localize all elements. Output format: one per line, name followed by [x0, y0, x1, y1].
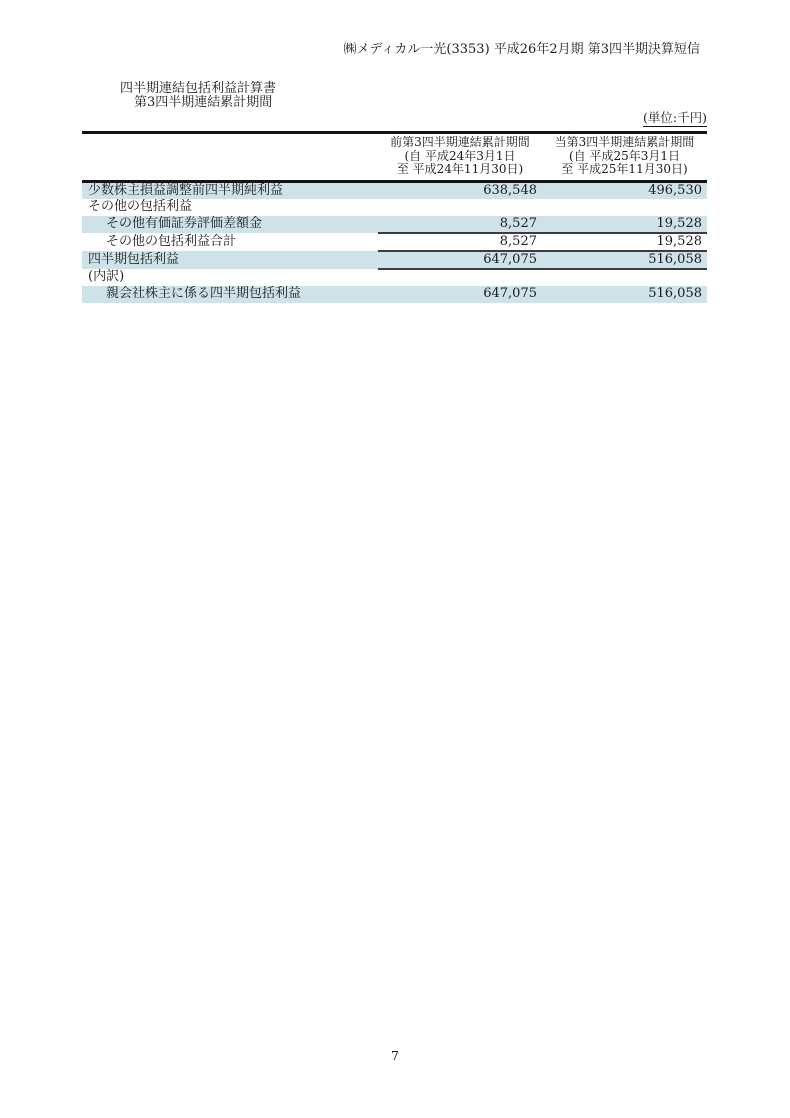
table-header: [82, 133, 707, 182]
row-value-current: [542, 199, 707, 216]
header-cell-current-period: [542, 133, 707, 182]
row-value-current: [542, 269, 707, 286]
header-cell-empty: [82, 133, 378, 182]
row-label: 親会社株主に係る四半期包括利益: [106, 286, 302, 301]
document-header: ㈱メディカル一光(3353) 平成26年2月期 第3四半期決算短信: [343, 42, 700, 57]
row-value-prior: 647,075: [483, 286, 537, 301]
statement-subtitle: 第3四半期連結累計期間: [134, 94, 273, 110]
row-label: その他有価証券評価差額金: [106, 216, 263, 231]
table-row: [82, 269, 707, 286]
row-value-current: 516,058: [542, 251, 707, 269]
table-row: [82, 233, 707, 251]
period-name: 当第3四半期連結累計期間: [554, 135, 695, 149]
table-row: [82, 286, 707, 303]
table-row: [82, 199, 707, 216]
financial-table: [82, 131, 707, 303]
row-value-current: 19,528: [542, 233, 707, 251]
row-value-prior: 638,548: [483, 182, 537, 198]
row-value-current: 19,528: [542, 216, 707, 233]
header-cell-prior-period: [378, 133, 542, 182]
row-value-prior: 647,075: [378, 251, 542, 269]
statement-title: 四半期連結包括利益計算書: [120, 81, 277, 96]
unit-note: (単位:千円): [643, 110, 707, 125]
period-to: 至 平成25年11月30日): [561, 162, 688, 176]
row-value-current: 516,058: [648, 286, 702, 301]
period-to: 至 平成24年11月30日): [396, 162, 524, 176]
page-number: 7: [391, 1048, 399, 1063]
row-value-prior: [378, 199, 542, 216]
table-header-row: [82, 133, 707, 182]
table-row: [82, 181, 707, 199]
row-value-prior: [378, 269, 542, 286]
row-label: その他の包括利益合計: [106, 233, 237, 249]
row-label: (内訳): [88, 269, 125, 284]
row-value-prior: 8,527: [378, 233, 542, 251]
row-value-prior: 8,527: [378, 216, 542, 233]
period-from: (自 平成25年3月1日: [568, 148, 681, 163]
table-row: [82, 251, 707, 269]
row-label: 少数株主損益調整前四半期純利益: [88, 182, 284, 198]
table-body: [82, 181, 707, 303]
row-label: 四半期包括利益: [88, 251, 180, 267]
row-value-current: 496,530: [648, 182, 702, 198]
table-row: [82, 216, 707, 233]
period-from: (自 平成24年3月1日: [404, 148, 516, 163]
page-title: [120, 82, 276, 109]
period-name: 前第3四半期連結累計期間: [390, 135, 530, 149]
row-label: その他の包括利益: [88, 199, 193, 214]
